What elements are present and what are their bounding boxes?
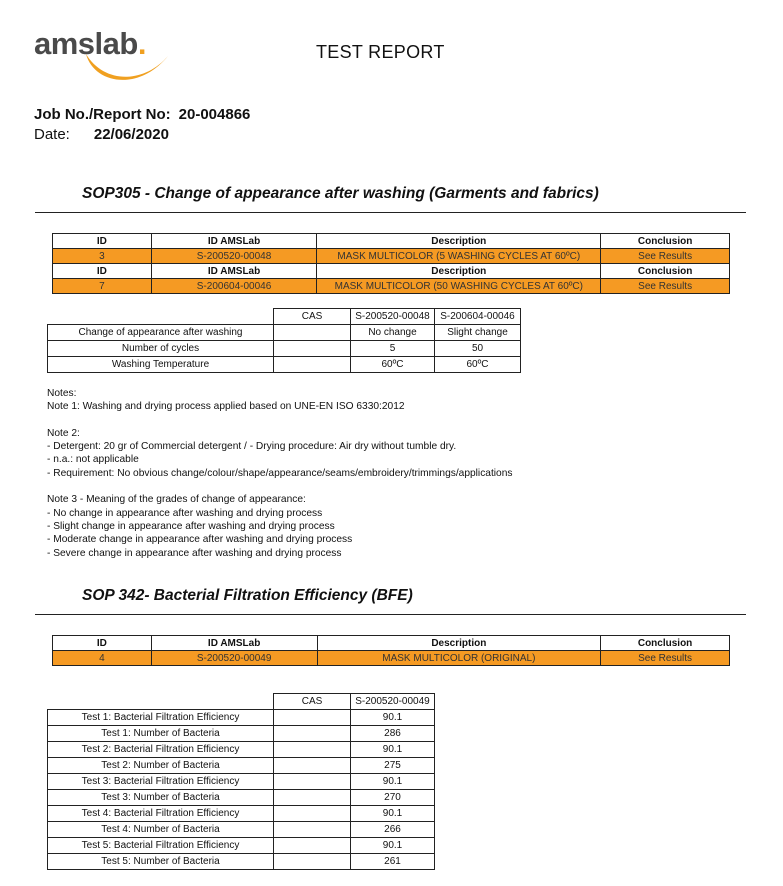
sample-conclusion: See Results [601, 279, 730, 294]
row-label: Washing Temperature [48, 357, 274, 373]
note-line: Note 1: Washing and drying process applied based on UNE-EN ISO 6330:2012 [47, 401, 405, 413]
sample-conclusion: See Results [601, 651, 730, 666]
table-header-row [53, 264, 730, 279]
col-cas: CAS [274, 694, 351, 710]
table-row [48, 742, 435, 758]
section1-notes [47, 387, 512, 560]
section2-title: SOP 342- Bacterial Filtration Efficiency (BFE) [82, 587, 413, 604]
table-header-row [53, 636, 730, 651]
col-description: Description [317, 234, 601, 249]
cas-value [274, 325, 351, 341]
table-row [53, 651, 730, 666]
col-conclusion: Conclusion [601, 234, 730, 249]
section2-divider [35, 614, 746, 615]
table-row [48, 325, 521, 341]
results-header-row [48, 309, 521, 325]
note-line [47, 414, 512, 427]
cas-value [274, 806, 351, 822]
sample-description: MASK MULTICOLOR (ORIGINAL) [317, 651, 601, 666]
note-line: Note 3 - Meaning of the grades of change of appearance: [47, 494, 306, 506]
table-header-row [53, 234, 730, 249]
section1-divider [35, 212, 746, 213]
section1-sample-table [52, 233, 730, 294]
cas-value [274, 710, 351, 726]
note-line: - Moderate change in appearance after washing and drying process [47, 534, 353, 546]
table-row [48, 357, 521, 373]
note-line [47, 480, 512, 493]
sample-id: 7 [53, 279, 152, 294]
row-label: Test 1: Number of Bacteria [48, 726, 274, 742]
cas-value [274, 726, 351, 742]
section1-results-table [47, 308, 521, 373]
result-value: 50 [435, 341, 521, 357]
note-line: - Slight change in appearance after washing and drying process [47, 520, 335, 532]
result-value: 275 [351, 758, 435, 774]
table-row [48, 838, 435, 854]
result-value: 90.1 [351, 838, 435, 854]
sample-description: MASK MULTICOLOR (50 WASHING CYCLES AT 60ºC) [317, 279, 601, 294]
cas-value [274, 357, 351, 373]
result-value: 261 [351, 854, 435, 870]
table-row [48, 822, 435, 838]
row-label: Change of appearance after washing [48, 325, 274, 341]
col-description: Description [317, 636, 601, 651]
row-label: Test 5: Number of Bacteria [48, 854, 274, 870]
note-line: - Requirement: No obvious change/colour/shape/appearance/seams/embroidery/trimmings/applications [47, 467, 513, 479]
result-value: 90.1 [351, 774, 435, 790]
result-value: 90.1 [351, 710, 435, 726]
result-value: Slight change [435, 325, 521, 341]
sample-amslab-id: S-200520-00048 [151, 249, 317, 264]
row-label: Test 2: Number of Bacteria [48, 758, 274, 774]
row-label: Test 1: Bacterial Filtration Efficiency [48, 710, 274, 726]
result-value: 5 [351, 341, 435, 357]
note-line: - No change in appearance after washing and drying process [47, 507, 323, 519]
row-label: Test 5: Bacterial Filtration Efficiency [48, 838, 274, 854]
table-row [48, 774, 435, 790]
result-value: 60ºC [435, 357, 521, 373]
cas-value [274, 822, 351, 838]
table-row [48, 806, 435, 822]
col-id: ID [53, 636, 152, 651]
table-row [48, 341, 521, 357]
result-value: 90.1 [351, 742, 435, 758]
sample-conclusion: See Results [601, 249, 730, 264]
row-label: Test 3: Number of Bacteria [48, 790, 274, 806]
logo-swoosh-icon [84, 50, 174, 94]
col-amslab-id: ID AMSLab [151, 264, 317, 279]
result-value: 60ºC [351, 357, 435, 373]
col-amslab-id: ID AMSLab [151, 636, 317, 651]
col-conclusion: Conclusion [601, 636, 730, 651]
note-line: Note 2: [47, 427, 80, 439]
col-amslab-id: ID AMSLab [151, 234, 317, 249]
note-line: - Severe change in appearance after washing and drying process [47, 547, 342, 559]
company-logo: amslab. [34, 26, 146, 61]
table-row [53, 279, 730, 294]
col-sample: S-200604-00046 [435, 309, 521, 325]
report-date: Date: 22/06/2020 [34, 126, 169, 143]
sample-description: MASK MULTICOLOR (5 WASHING CYCLES AT 60ºC) [317, 249, 601, 264]
row-label: Number of cycles [48, 341, 274, 357]
sample-id: 3 [53, 249, 152, 264]
sample-id: 4 [53, 651, 152, 666]
table-row [48, 710, 435, 726]
result-value: 286 [351, 726, 435, 742]
cas-value [274, 341, 351, 357]
table-row [53, 249, 730, 264]
row-label: Test 4: Number of Bacteria [48, 822, 274, 838]
col-id: ID [53, 234, 152, 249]
note-line: - Detergent: 20 gr of Commercial detergent / - Drying procedure: Air dry without tumble dry. [47, 441, 457, 453]
col-id: ID [53, 264, 152, 279]
result-value: 266 [351, 822, 435, 838]
cas-value [274, 790, 351, 806]
table-row [48, 758, 435, 774]
row-label: Test 4: Bacterial Filtration Efficiency [48, 806, 274, 822]
sample-amslab-id: S-200604-00046 [151, 279, 317, 294]
note-line: - n.a.: not applicable [47, 454, 139, 466]
result-value: No change [351, 325, 435, 341]
sample-amslab-id: S-200520-00049 [151, 651, 317, 666]
col-conclusion: Conclusion [601, 264, 730, 279]
table-row [48, 790, 435, 806]
section2-results-table [47, 693, 435, 870]
row-label: Test 2: Bacterial Filtration Efficiency [48, 742, 274, 758]
cas-value [274, 758, 351, 774]
table-row [48, 726, 435, 742]
result-value: 90.1 [351, 806, 435, 822]
job-number: Job No./Report No: 20-004866 [34, 106, 251, 123]
table-row [48, 854, 435, 870]
note-line: Notes: [47, 388, 77, 399]
col-cas: CAS [274, 309, 351, 325]
cas-value [274, 838, 351, 854]
col-description: Description [317, 264, 601, 279]
section2-sample-table [52, 635, 730, 666]
cas-value [274, 742, 351, 758]
results-header-row [48, 694, 435, 710]
col-sample: S-200520-00049 [351, 694, 435, 710]
report-title: TEST REPORT [316, 42, 445, 62]
result-value: 270 [351, 790, 435, 806]
cas-value [274, 854, 351, 870]
row-label: Test 3: Bacterial Filtration Efficiency [48, 774, 274, 790]
col-sample: S-200520-00048 [351, 309, 435, 325]
cas-value [274, 774, 351, 790]
section1-title: SOP305 - Change of appearance after washing (Garments and fabrics) [82, 185, 599, 202]
